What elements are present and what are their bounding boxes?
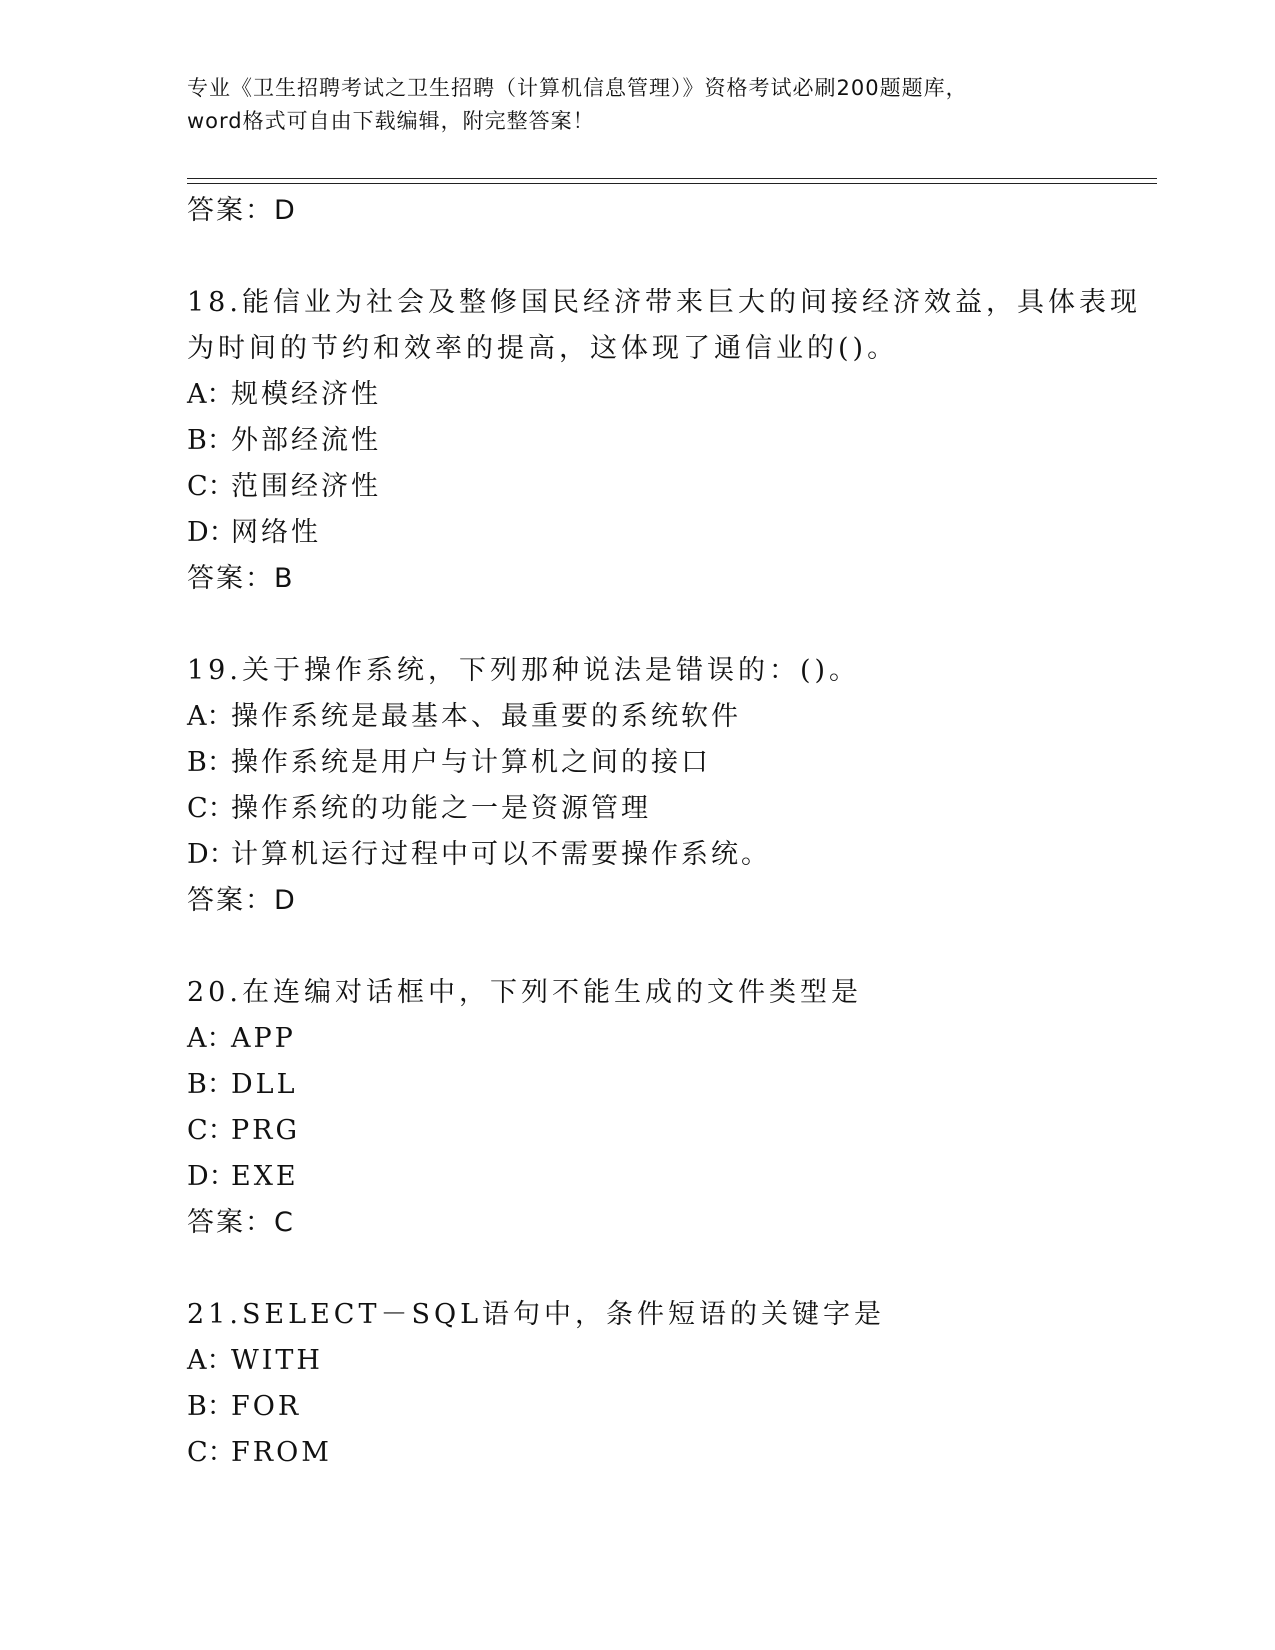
option-letter: A： (187, 701, 234, 732)
option-b (187, 1062, 1147, 1108)
option-text: 操作系统的功能之一是资源管理 (231, 793, 651, 824)
question-text: 18.能信业为社会及整修国民经济带来巨大的间接经济效益，具体表现 (187, 287, 1141, 318)
option-letter: A： (187, 379, 234, 410)
question-text: 19.关于操作系统，下列那种说法是错误的：()。 (187, 655, 861, 686)
header-line-2: word格式可自由下载编辑，附完整答案！ (187, 109, 595, 133)
answer-line: 答案：C (187, 1207, 295, 1238)
option-letter: D： (187, 839, 236, 870)
header-rule-bottom (187, 183, 1157, 184)
option-text: PRG (231, 1115, 301, 1146)
option-letter: B： (187, 747, 234, 778)
document-header (187, 72, 1087, 138)
question-text: 20.在连编对话框中，下列不能生成的文件类型是 (187, 977, 862, 1008)
header-rule-top (187, 178, 1157, 179)
question-block (187, 1292, 1147, 1476)
answer-line: 答案：B (187, 563, 295, 594)
spacer (187, 924, 1147, 970)
option-letter: C： (187, 793, 235, 824)
option-text: 操作系统是最基本、最重要的系统软件 (231, 701, 741, 732)
option-text: WITH (231, 1345, 323, 1376)
option-text: FROM (231, 1437, 332, 1468)
option-letter: B： (187, 1069, 234, 1100)
option-text: DLL (231, 1069, 298, 1100)
option-letter: B： (187, 425, 234, 456)
option-text: FOR (231, 1391, 302, 1422)
option-letter: D： (187, 1161, 236, 1192)
option-text: APP (231, 1023, 296, 1054)
option-a (187, 694, 1147, 740)
question-text: 为时间的节约和效率的提高，这体现了通信业的()。 (187, 333, 899, 364)
header-line-1: 专业《卫生招聘考试之卫生招聘（计算机信息管理）》资格考试必刷200题题库， (187, 76, 968, 100)
option-b (187, 740, 1147, 786)
question-block (187, 970, 1147, 1246)
option-text: 操作系统是用户与计算机之间的接口 (231, 747, 711, 778)
question-block (187, 648, 1147, 924)
option-d (187, 1154, 1147, 1200)
spacer (187, 234, 1147, 280)
option-d (187, 832, 1147, 878)
spacer (187, 602, 1147, 648)
option-c (187, 1108, 1147, 1154)
answer-line: 答案：D (187, 885, 297, 916)
answer-line: 答案：D (187, 195, 297, 226)
option-d (187, 510, 1147, 556)
option-a (187, 1338, 1147, 1384)
option-letter: D： (187, 517, 236, 548)
option-text: 规模经济性 (231, 379, 381, 410)
option-text: EXE (231, 1161, 299, 1192)
option-b (187, 418, 1147, 464)
question-block (187, 280, 1147, 602)
question-list (187, 188, 1147, 1476)
option-letter: A： (187, 1345, 234, 1376)
option-text: 计算机运行过程中可以不需要操作系统。 (231, 839, 771, 870)
option-b (187, 1384, 1147, 1430)
option-a (187, 1016, 1147, 1062)
option-c (187, 1430, 1147, 1476)
option-letter: C： (187, 1115, 235, 1146)
option-text: 范围经济性 (231, 471, 381, 502)
option-text: 外部经流性 (231, 425, 381, 456)
option-letter: A： (187, 1023, 234, 1054)
question-text: 21.SELECT－SQL语句中，条件短语的关键字是 (187, 1299, 886, 1330)
option-letter: C： (187, 1437, 235, 1468)
option-letter: C： (187, 471, 235, 502)
option-c (187, 786, 1147, 832)
option-letter: B： (187, 1391, 234, 1422)
spacer (187, 1246, 1147, 1292)
option-a (187, 372, 1147, 418)
option-c (187, 464, 1147, 510)
option-text: 网络性 (231, 517, 321, 548)
